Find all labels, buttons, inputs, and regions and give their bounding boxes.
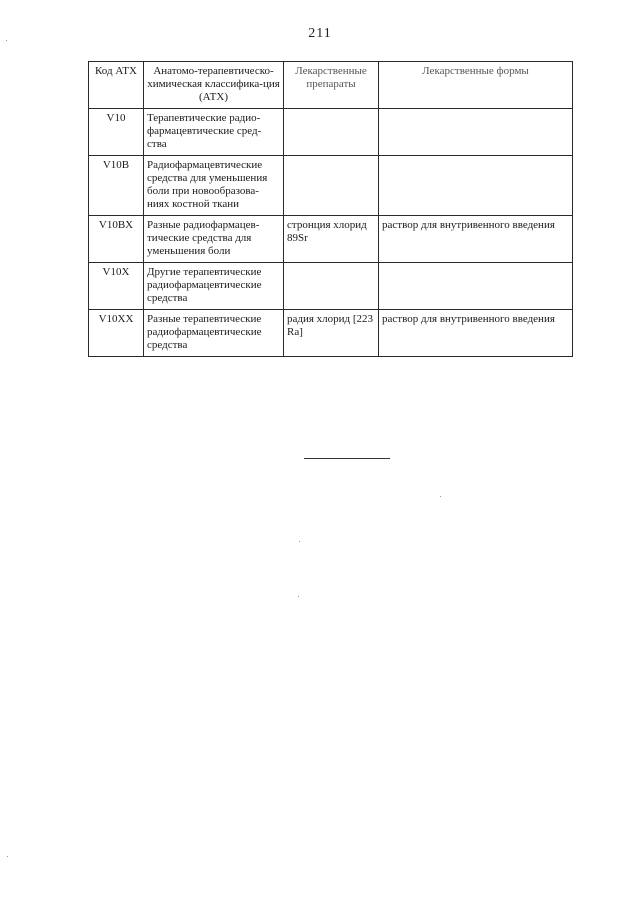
scan-speck bbox=[298, 596, 299, 597]
cell-classification: Разные терапевтические радиофармацевтические средства bbox=[144, 310, 284, 357]
header-atx-code: Код АТХ bbox=[89, 62, 144, 109]
scan-speck bbox=[299, 541, 300, 542]
cell-dosage-form bbox=[379, 156, 573, 216]
cell-medicinal-product: стронция хлорид 89Sr bbox=[284, 216, 379, 263]
scan-speck bbox=[6, 40, 7, 41]
end-of-document-rule bbox=[304, 458, 390, 459]
table-row bbox=[89, 109, 573, 156]
cell-atx-code: V10X bbox=[89, 263, 144, 310]
table-row bbox=[89, 310, 573, 357]
header-medicinal-products: Лекарственные препараты bbox=[284, 62, 379, 109]
cell-atx-code: V10XX bbox=[89, 310, 144, 357]
scan-speck bbox=[7, 856, 8, 857]
cell-classification: Радиофармацевтические средства для уменьшения боли при новообразова-ниях костной ткани bbox=[144, 156, 284, 216]
atx-classification-table bbox=[88, 61, 573, 357]
cell-atx-code: V10BX bbox=[89, 216, 144, 263]
page-number: 211 bbox=[308, 26, 332, 41]
table-row bbox=[89, 216, 573, 263]
cell-medicinal-product bbox=[284, 156, 379, 216]
cell-classification: Разные радиофармацев-тические средства для уменьшения боли bbox=[144, 216, 284, 263]
cell-classification: Терапевтические радио-фармацевтические сред-ства bbox=[144, 109, 284, 156]
scan-speck bbox=[440, 496, 441, 497]
cell-dosage-form: раствор для внутривенного введения bbox=[379, 310, 573, 357]
cell-medicinal-product bbox=[284, 109, 379, 156]
cell-dosage-form bbox=[379, 263, 573, 310]
header-dosage-forms: Лекарственные формы bbox=[379, 62, 573, 109]
table-row bbox=[89, 263, 573, 310]
cell-dosage-form: раствор для внутривенного введения bbox=[379, 216, 573, 263]
cell-atx-code: V10B bbox=[89, 156, 144, 216]
table-header-row bbox=[89, 62, 573, 109]
cell-medicinal-product bbox=[284, 263, 379, 310]
cell-dosage-form bbox=[379, 109, 573, 156]
cell-atx-code: V10 bbox=[89, 109, 144, 156]
table-row bbox=[89, 156, 573, 216]
header-atx-classification: Анатомо-терапевтическо-химическая классифика-ция (АТХ) bbox=[144, 62, 284, 109]
cell-medicinal-product: радия хлорид [223 Ra] bbox=[284, 310, 379, 357]
cell-classification: Другие терапевтические радиофармацевтические средства bbox=[144, 263, 284, 310]
